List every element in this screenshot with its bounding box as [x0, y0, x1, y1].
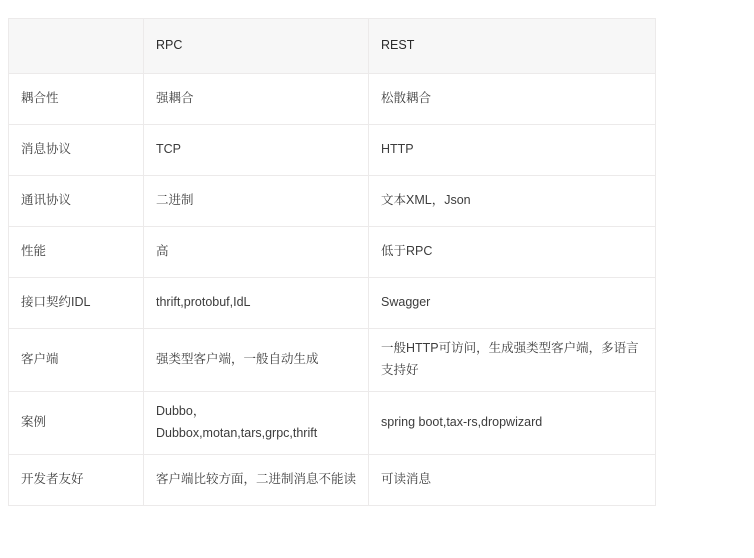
row-label: 案例 [9, 392, 144, 455]
page-container [0, 18, 754, 558]
row-label: 通讯协议 [9, 176, 144, 227]
table-row [9, 74, 656, 125]
column-header-rpc: RPC [144, 19, 369, 74]
row-rpc-value-line2: Dubbox,motan,tars,grpc,thrift [156, 426, 318, 440]
rpc-rest-comparison-table [8, 18, 656, 506]
table-body [9, 74, 656, 506]
row-label: 消息协议 [9, 125, 144, 176]
table-row [9, 329, 656, 392]
row-rest-value: spring boot,tax-rs,dropwizard [369, 392, 656, 455]
row-rest-value: HTTP [369, 125, 656, 176]
row-rpc-value: 高 [144, 227, 369, 278]
table-row [9, 227, 656, 278]
row-rest-value: 松散耦合 [369, 74, 656, 125]
row-rpc-value: 二进制 [144, 176, 369, 227]
column-header-blank [9, 19, 144, 74]
row-rpc-value: thrift,protobuf,IdL [144, 278, 369, 329]
row-rest-value: 可读消息 [369, 455, 656, 506]
row-rest-value: 低于RPC [369, 227, 656, 278]
table-header [9, 19, 656, 74]
row-label: 接口契约IDL [9, 278, 144, 329]
table-row [9, 125, 656, 176]
row-label: 客户端 [9, 329, 144, 392]
row-label: 开发者友好 [9, 455, 144, 506]
row-rpc-value [144, 392, 369, 455]
row-rpc-value: TCP [144, 125, 369, 176]
table-row [9, 278, 656, 329]
column-header-rest: REST [369, 19, 656, 74]
table-row [9, 392, 656, 455]
table-row [9, 176, 656, 227]
row-rpc-value-line1: Dubbo， [156, 404, 206, 419]
row-rpc-value: 强类型客户端，一般自动生成 [144, 329, 369, 392]
row-rest-value: 文本XML，Json [369, 176, 656, 227]
table-header-row [9, 19, 656, 74]
row-label: 耦合性 [9, 74, 144, 125]
row-rpc-value: 强耦合 [144, 74, 369, 125]
table-row [9, 455, 656, 506]
row-rpc-value: 客户端比较方面，二进制消息不能读 [144, 455, 369, 506]
row-label: 性能 [9, 227, 144, 278]
row-rest-value: Swagger [369, 278, 656, 329]
row-rest-value: 一般HTTP可访问，生成强类型客户端，多语言支持好 [369, 329, 656, 392]
